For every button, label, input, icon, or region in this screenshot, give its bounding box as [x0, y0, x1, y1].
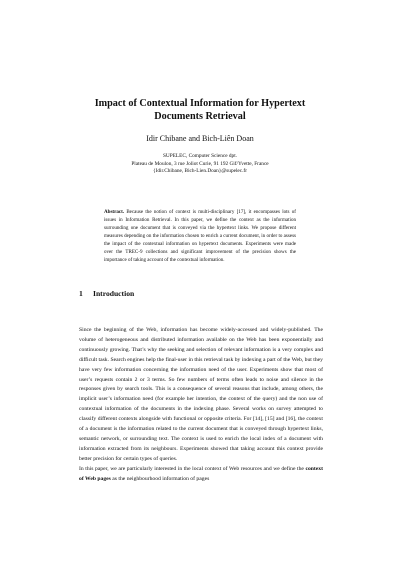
- affiliation-line-1: SUPELEC, Computer Science dpt.: [162, 153, 237, 159]
- abstract: [104, 209, 296, 265]
- title-line-1: Impact of Contextual Information for Hypertext: [94, 98, 306, 109]
- affiliation: [0, 153, 400, 176]
- body-text: [79, 326, 323, 485]
- body-paragraph-2: [79, 465, 323, 485]
- body-paragraph-1: Since the beginning of the Web, information has become widely-accessed and widely-published. The volume of heterogeneous and distributed information available on the Web has been exponentially and continuously growing. That’s why the seeking and selection of relevant information is a very complex and difficult task. Search engines help the final-user in this retrieval task by indexing a part of the Web, but they have very few information concerning the information need of the user. Experiments show that most of user’s requests contain 2 or 3 terms. So few numbers of terms often leads to noise and silence in the responses given by search tools. This is a consequence of several reasons that include, among others, the implicit user’s information need (for example her intention, the context of the query) and the non use of contextual information of the documents in the indexing phase. Several works on survey attempted to classify different contexts alongside with functional or opposite criteria. For [14], [15] and [16], the context of a document is the information related to the current document that is conveyed through hypertext links, semantic network, or surrounding text. The context is used to enrich the local index of a document with information extracted from its neighbours. Experiments showed that taking account this context provide better precision for certain types of queries.: [79, 327, 323, 462]
- abstract-label: Abstract.: [104, 209, 125, 215]
- abstract-text: Because the notion of context is multi-disciplinary [17], it encompasses lots of issues in Information Retrieval. In this paper, we define the context as the information surrounding one document that is conveyed via the hypertext links. We propose different measures depending on the information chosen to enrich a current document, in order to assess the impact of the contextual information on hypertext documents. Experiments were made over the TREC-9 collections and significant improvement of the precision shows the importance of taking account of the contextual information.: [104, 209, 296, 263]
- affiliation-line-2: Plateau de Moulon, 3 rue Joliot Curie, 91 192 Gif/Yvette, France: [131, 160, 269, 167]
- section-title: Introduction: [93, 289, 135, 298]
- body-paragraph-2-bold: context of Web pages: [79, 465, 323, 482]
- body-paragraph-2-start: In this paper, we are particularly interested in the local context of Web resources and we define the: [79, 465, 304, 472]
- section-number: 1: [79, 289, 83, 298]
- section-heading: [79, 289, 134, 298]
- affiliation-emails: {Idir.Chibane, Bich-Lien.Doan}@supelec.fr: [153, 168, 247, 175]
- paper-title: [90, 97, 310, 123]
- body-paragraph-2-end: as the neighbourhood information of pages: [112, 475, 210, 482]
- author-names: Idir Chibane and Bich-Liên Doan: [146, 134, 254, 143]
- title-line-2: Documents Retrieval: [154, 111, 246, 122]
